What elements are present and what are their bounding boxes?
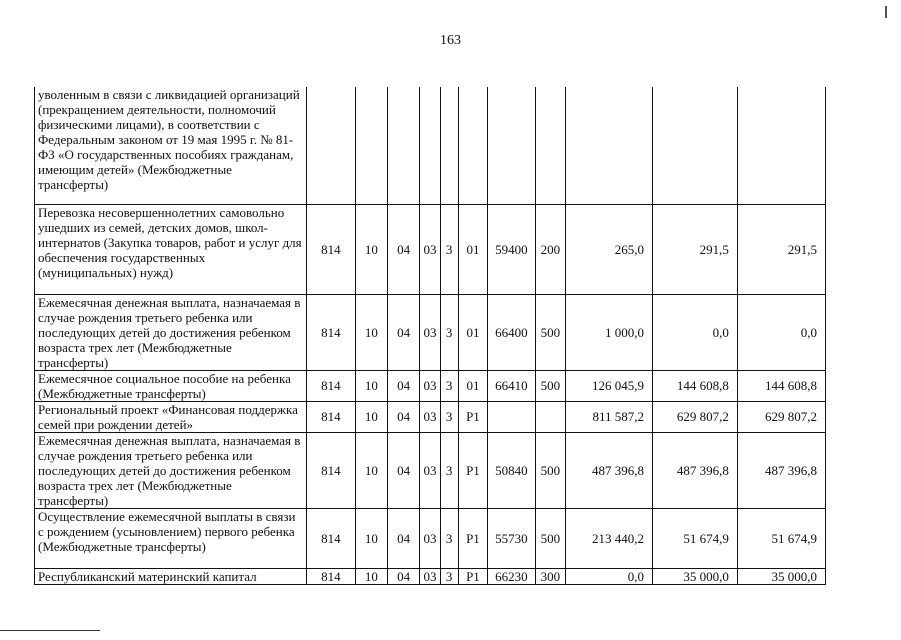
section-code: 10 [355,204,387,294]
subsection-code [388,87,420,204]
project-code: P1 [458,568,487,584]
row-description: Ежемесячная денежная выплата, назначаемая в случае рождения третьего ребенка или последующих детей до достижения ребенком возраста трех лет (Межбюджетные трансферты) [35,294,307,370]
section-code: 10 [355,370,387,401]
ved-code [307,87,356,204]
sum-year-2: 291,5 [652,204,737,294]
sum-year-1: 811 587,2 [565,401,652,432]
sum-year-1: 487 396,8 [565,432,652,508]
target-article-code: 66400 [488,294,536,370]
sum-year-2: 144 608,8 [652,370,737,401]
section-code: 10 [355,294,387,370]
row-description: уволенным в связи с ликвидацией организаций (прекращением деятельности, полномочий физическими лицами), в соответствии с Федеральным законом от 19 мая 1995 г. № 81-ФЗ «О государственных пособиях гражданам, имеющим детей» (Межбюджетные трансферты) [35,87,307,204]
project-code [458,87,487,204]
target-article-code: 50840 [488,432,536,508]
sum-year-2 [652,87,737,204]
program-code [420,87,440,204]
expense-type-code: 500 [535,432,565,508]
subprogram-code: 3 [440,568,458,584]
program-code: 03 [420,294,440,370]
sum-year-1: 1 000,0 [565,294,652,370]
subprogram-code: 3 [440,204,458,294]
section-code: 10 [355,508,387,568]
section-code: 10 [355,432,387,508]
section-code: 10 [355,568,387,584]
sum-year-2: 0,0 [652,294,737,370]
expense-type-code [535,401,565,432]
sum-year-3 [737,87,825,204]
table-row [35,370,826,401]
program-code: 03 [420,204,440,294]
row-description: Региональный проект «Финансовая поддержка семей при рождении детей» [35,401,307,432]
ved-code: 814 [307,508,356,568]
row-description: Ежемесячная денежная выплата, назначаемая в случае рождения третьего ребенка или последующих детей до достижения ребенком возраста трех лет (Межбюджетные трансферты) [35,432,307,508]
page-number: 163 [440,33,461,48]
row-description: Республиканский материнский капитал [35,568,307,584]
subsection-code: 04 [388,294,420,370]
sum-year-1: 126 045,9 [565,370,652,401]
expense-type-code [535,87,565,204]
sum-year-2: 487 396,8 [652,432,737,508]
target-article-code [488,87,536,204]
ved-code: 814 [307,401,356,432]
subprogram-code: 3 [440,432,458,508]
target-article-code: 55730 [488,508,536,568]
ved-code: 814 [307,432,356,508]
table-row [35,568,826,584]
sum-year-3: 35 000,0 [737,568,825,584]
table-row [35,432,826,508]
target-article-code [488,401,536,432]
project-code: 01 [458,204,487,294]
sum-year-3: 51 674,9 [737,508,825,568]
expense-type-code: 500 [535,294,565,370]
ved-code: 814 [307,204,356,294]
sum-year-1 [565,87,652,204]
subsection-code: 04 [388,370,420,401]
project-code: P1 [458,401,487,432]
subprogram-code [440,87,458,204]
subprogram-code: 3 [440,508,458,568]
section-code [355,87,387,204]
target-article-code: 66230 [488,568,536,584]
sum-year-1: 265,0 [565,204,652,294]
subsection-code: 04 [388,401,420,432]
expense-type-code: 500 [535,508,565,568]
expense-type-code: 300 [535,568,565,584]
sum-year-3: 0,0 [737,294,825,370]
budget-table [34,87,826,585]
row-description: Осуществление ежемесячной выплаты в связи с рождением (усыновлением) первого ребенка (Межбюджетные трансферты) [35,508,307,568]
expense-type-code: 500 [535,370,565,401]
project-code: 01 [458,294,487,370]
target-article-code: 66410 [488,370,536,401]
program-code: 03 [420,401,440,432]
sum-year-3: 629 807,2 [737,401,825,432]
table-row [35,508,826,568]
ved-code: 814 [307,568,356,584]
table-row [35,294,826,370]
row-description: Перевозка несовершеннолетних самовольно ушедших из семей, детских домов, школ-интернатов (Закупка товаров, работ и услуг для обеспечения государственных (муниципальных) нужд) [35,204,307,294]
sum-year-2: 629 807,2 [652,401,737,432]
project-code: P1 [458,432,487,508]
subprogram-code: 3 [440,401,458,432]
table-row [35,401,826,432]
target-article-code: 59400 [488,204,536,294]
sum-year-3: 291,5 [737,204,825,294]
sum-year-1: 213 440,2 [565,508,652,568]
sum-year-3: 487 396,8 [737,432,825,508]
row-description: Ежемесячное социальное пособие на ребенка (Межбюджетные трансферты) [35,370,307,401]
section-code: 10 [355,401,387,432]
program-code: 03 [420,370,440,401]
subsection-code: 04 [388,204,420,294]
sum-year-1: 0,0 [565,568,652,584]
sum-year-3: 144 608,8 [737,370,825,401]
sum-year-2: 35 000,0 [652,568,737,584]
project-code: 01 [458,370,487,401]
subsection-code: 04 [388,568,420,584]
sum-year-2: 51 674,9 [652,508,737,568]
expense-type-code: 200 [535,204,565,294]
subprogram-code: 3 [440,294,458,370]
ved-code: 814 [307,370,356,401]
project-code: P1 [458,508,487,568]
table-row [35,87,826,204]
program-code: 03 [420,432,440,508]
program-code: 03 [420,568,440,584]
subsection-code: 04 [388,432,420,508]
scan-edge-mark [885,6,887,18]
table-row [35,204,826,294]
program-code: 03 [420,508,440,568]
subsection-code: 04 [388,508,420,568]
ved-code: 814 [307,294,356,370]
subprogram-code: 3 [440,370,458,401]
footnote-rule [0,630,100,631]
